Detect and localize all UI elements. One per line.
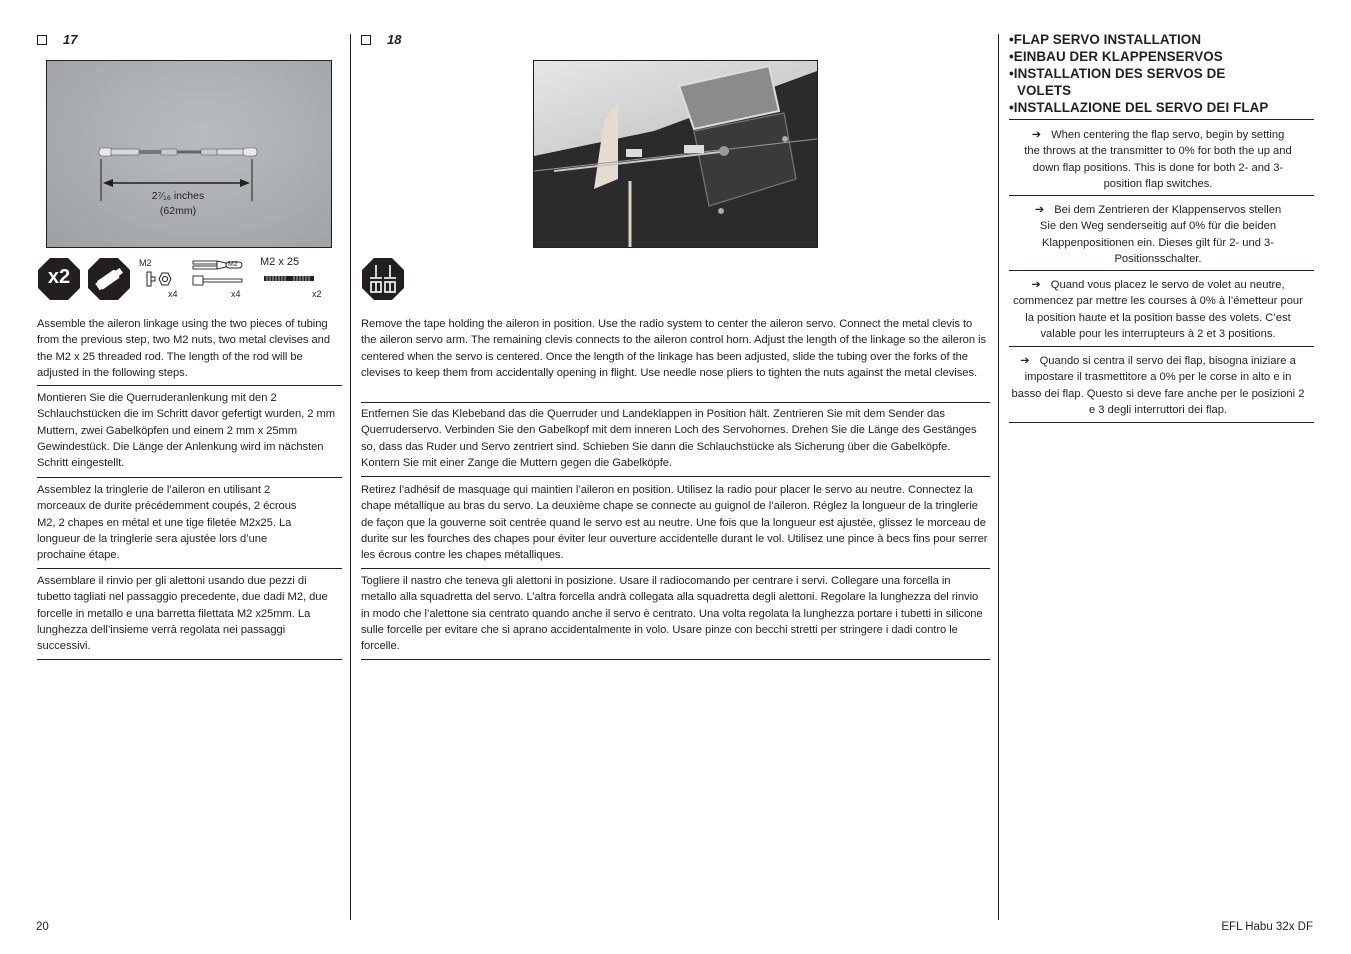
divider	[361, 402, 990, 403]
nut-label: M2	[139, 258, 152, 268]
divider	[37, 477, 342, 478]
multiplier-label: x2	[47, 266, 71, 288]
rod-label: M2 x 25	[260, 256, 300, 268]
step-17-text-en: Assemble the aileron linkage using the two pieces of tubing from the previous step, two M2 nuts, two metal clevises and the M2 x 25 threaded rod. The length of the rod will be adjusted in the following steps.	[37, 318, 331, 379]
column-divider-1	[350, 34, 351, 920]
flap-section-heading	[1009, 31, 1319, 116]
measurement-mm: (62mm)	[159, 205, 197, 217]
step-17-text-it: Assemblare il rinvio per gli alettoni usando due pezzi di tubetto tagliati nel passaggio precedente, due dadi M2, due forcelle in metallo e una barretta filettata M2 x25mm. La lunghezza dell’insieme verrà regolata nei passaggi successivi.	[37, 575, 328, 653]
divider	[361, 659, 990, 660]
glue-tube-icon	[87, 257, 131, 301]
clevis-label: M2	[228, 261, 238, 268]
step-18-text-de: Entfernen Sie das Klebeband das die Querruder und Landeklappen in Position hält. Zentrieren Sie mit dem Sender das Querruderservo. Verbinden Sie den Gabelkopf mit dem inneren Loch des Servohornes. Drehen Sie die Länge des Gestänges so, dass das Ruder und Servo zentriert sind. Schieben Sie dann die Schlauchstücke als Sicherung über die Gabelköpfe. Kontern Sie mit einer Zange die Muttern gegen die Gabelköpfe.	[361, 408, 977, 469]
note-en-text: When centering the flap servo, begin by setting the throws at the transmitter to 0% for both the up and down flap positions. This is done for both 2- and 3-position flap switches.	[1024, 129, 1292, 190]
flap-note-en	[1024, 127, 1292, 192]
step-18-text-fr: Retirez l’adhésif de masquage qui maintien l’aileron en position. Utilisez la radio pour placer le servo au neutre. Connectez la chape métallique au bras du servo. La deuxième chape se connecte au guignol de l’aileron. Réglez la longueur de la tringlerie de façon que la gouverne soit centrée quand le servo est au neutre. Une fois que la longueur est ajustée, glissez le morceau de durite sur les fourches des chapes pour éviter leur ouverture accidentelle durant le vol. Utilisez une pince à becs fins pour serrer les écrous contre les chapes métalliques.	[361, 484, 988, 562]
divider	[1009, 270, 1314, 271]
step-18-text-en: Remove the tape holding the aileron in position. Use the radio system to center the aileron servo. Connect the metal clevis to the aileron servo arm. The remaining clevis connects to the aileron control horn. Adjust the length of the linkage so the aileron is centered when the servo is centered. Once the length of the linkage has been adjusted, slide the tubing over the forks of the clevises to keep them from accidentally opening in flight. Use needle nose pliers to tighten the nuts against the metal clevises.	[361, 318, 987, 379]
column-divider-2	[998, 34, 999, 920]
heading-fr-cont: VOLETS	[1017, 83, 1072, 98]
step-17-number: 17	[63, 32, 78, 47]
radio-transmitter-badge	[361, 257, 405, 301]
product-name: EFL Habu 32x DF	[1221, 921, 1313, 933]
heading-fr: •INSTALLATION DES SERVOS DE	[1009, 66, 1226, 81]
note-de-text: Bei dem Zentrieren der Klappenservos stellen Sie den Weg senderseitig auf 0% für die beiden Klappenpositionen ein. Dieses gilt für 2- und 3-Positionsschalter.	[1039, 204, 1282, 265]
right-arrow-icon: ➔	[1020, 355, 1030, 367]
step-17-text-de: Montieren Sie die Querruderanlenkung mit den 2 Schlauchstücken die im Schritt davor gefertigt wurden, 2 mm Muttern, zwei Gabelköpfen und einem 2 mm x 25mm Gewindestück. Die Länge der Anlenkung wird im nächsten Schritt eingestellt.	[37, 392, 336, 470]
step-17-text-fr: Assemblez la tringlerie de l’aileron en utilisant 2 morceaux de durite précédemment coupés, 2 écrous M2, 2 chapes en métal et une tige filetée M2x25. La longueur de la tringlerie sera ajustée lors d’une prochaine étape.	[37, 484, 297, 562]
rod-quantity: x2	[312, 289, 322, 299]
divider	[37, 385, 342, 386]
page-number: 20	[36, 921, 49, 933]
divider	[361, 568, 990, 569]
aileron-photo	[533, 60, 818, 248]
right-arrow-icon: ➔	[1031, 129, 1042, 141]
step-18-number: 18	[387, 32, 402, 47]
step-18-header	[361, 32, 401, 47]
aileron-illustration	[534, 61, 817, 247]
threaded-rod-icon	[264, 275, 318, 283]
linkage-illustration	[47, 61, 331, 247]
right-arrow-icon: ➔	[1031, 279, 1041, 291]
divider	[1009, 422, 1314, 423]
heading-de: •EINBAU DER KLAPPENSERVOS	[1009, 49, 1223, 64]
step-18-checkbox[interactable]	[361, 35, 371, 45]
flap-note-de	[1030, 202, 1286, 267]
nut-quantity: x4	[168, 289, 178, 299]
transmitter-sticks-icon	[361, 257, 405, 301]
multiplier-badge	[37, 257, 81, 301]
nut-icon	[146, 270, 176, 290]
flap-note-it	[1009, 353, 1307, 418]
measurement-fraction: 2⁷⁄₁₆ inches	[151, 190, 205, 202]
step-18-text-it: Togliere il nastro che teneva gli alettoni in posizione. Usare il radiocomando per centrare i servi. Collegare una forcella in metallo alla squadretta del servo. L’altra forcella andrà collegata alla squadretta degli alettoni. Regolare la lunghezza del rinvio in modo che l’alettone sia centrato quando anche il servo è centrato. Una volta regolata la lunghezza portare i tubetti in silicone sulle forcelle per evitare che si aprano accidentalmente in volo. Usare pinze con becchi stretti per stringere i dadi contro le forcelle.	[361, 575, 983, 653]
flap-note-fr	[1009, 277, 1307, 342]
heading-en: •FLAP SERVO INSTALLATION	[1009, 32, 1202, 47]
divider	[37, 568, 342, 569]
divider	[37, 659, 342, 660]
note-it-text: Quando si centra il servo dei flap, bisogna iniziare a impostare il trasmettitore a 0% per le corse in alto e in basso dei flap. Questo si deve fare anche per le posizioni 2 e 3 degli interruttori dei flap.	[1011, 355, 1305, 416]
right-arrow-icon: ➔	[1034, 204, 1045, 216]
step-17-checkbox[interactable]	[37, 35, 47, 45]
divider	[361, 476, 990, 477]
divider	[1009, 119, 1314, 120]
step-17-header	[37, 32, 77, 47]
divider	[1009, 346, 1314, 347]
note-fr-text: Quand vous placez le servo de volet au neutre, commencez par mettre les courses à 0% à l’émetteur pour la position haute et la position basse des volets. C’est valable pour les interrupteurs à 2 et 3 positions.	[1013, 279, 1303, 340]
linkage-photo	[46, 60, 332, 248]
heading-it: •INSTALLAZIONE DEL SERVO DEI FLAP	[1009, 100, 1269, 115]
divider	[1009, 195, 1314, 196]
clevis-quantity: x4	[231, 289, 241, 299]
